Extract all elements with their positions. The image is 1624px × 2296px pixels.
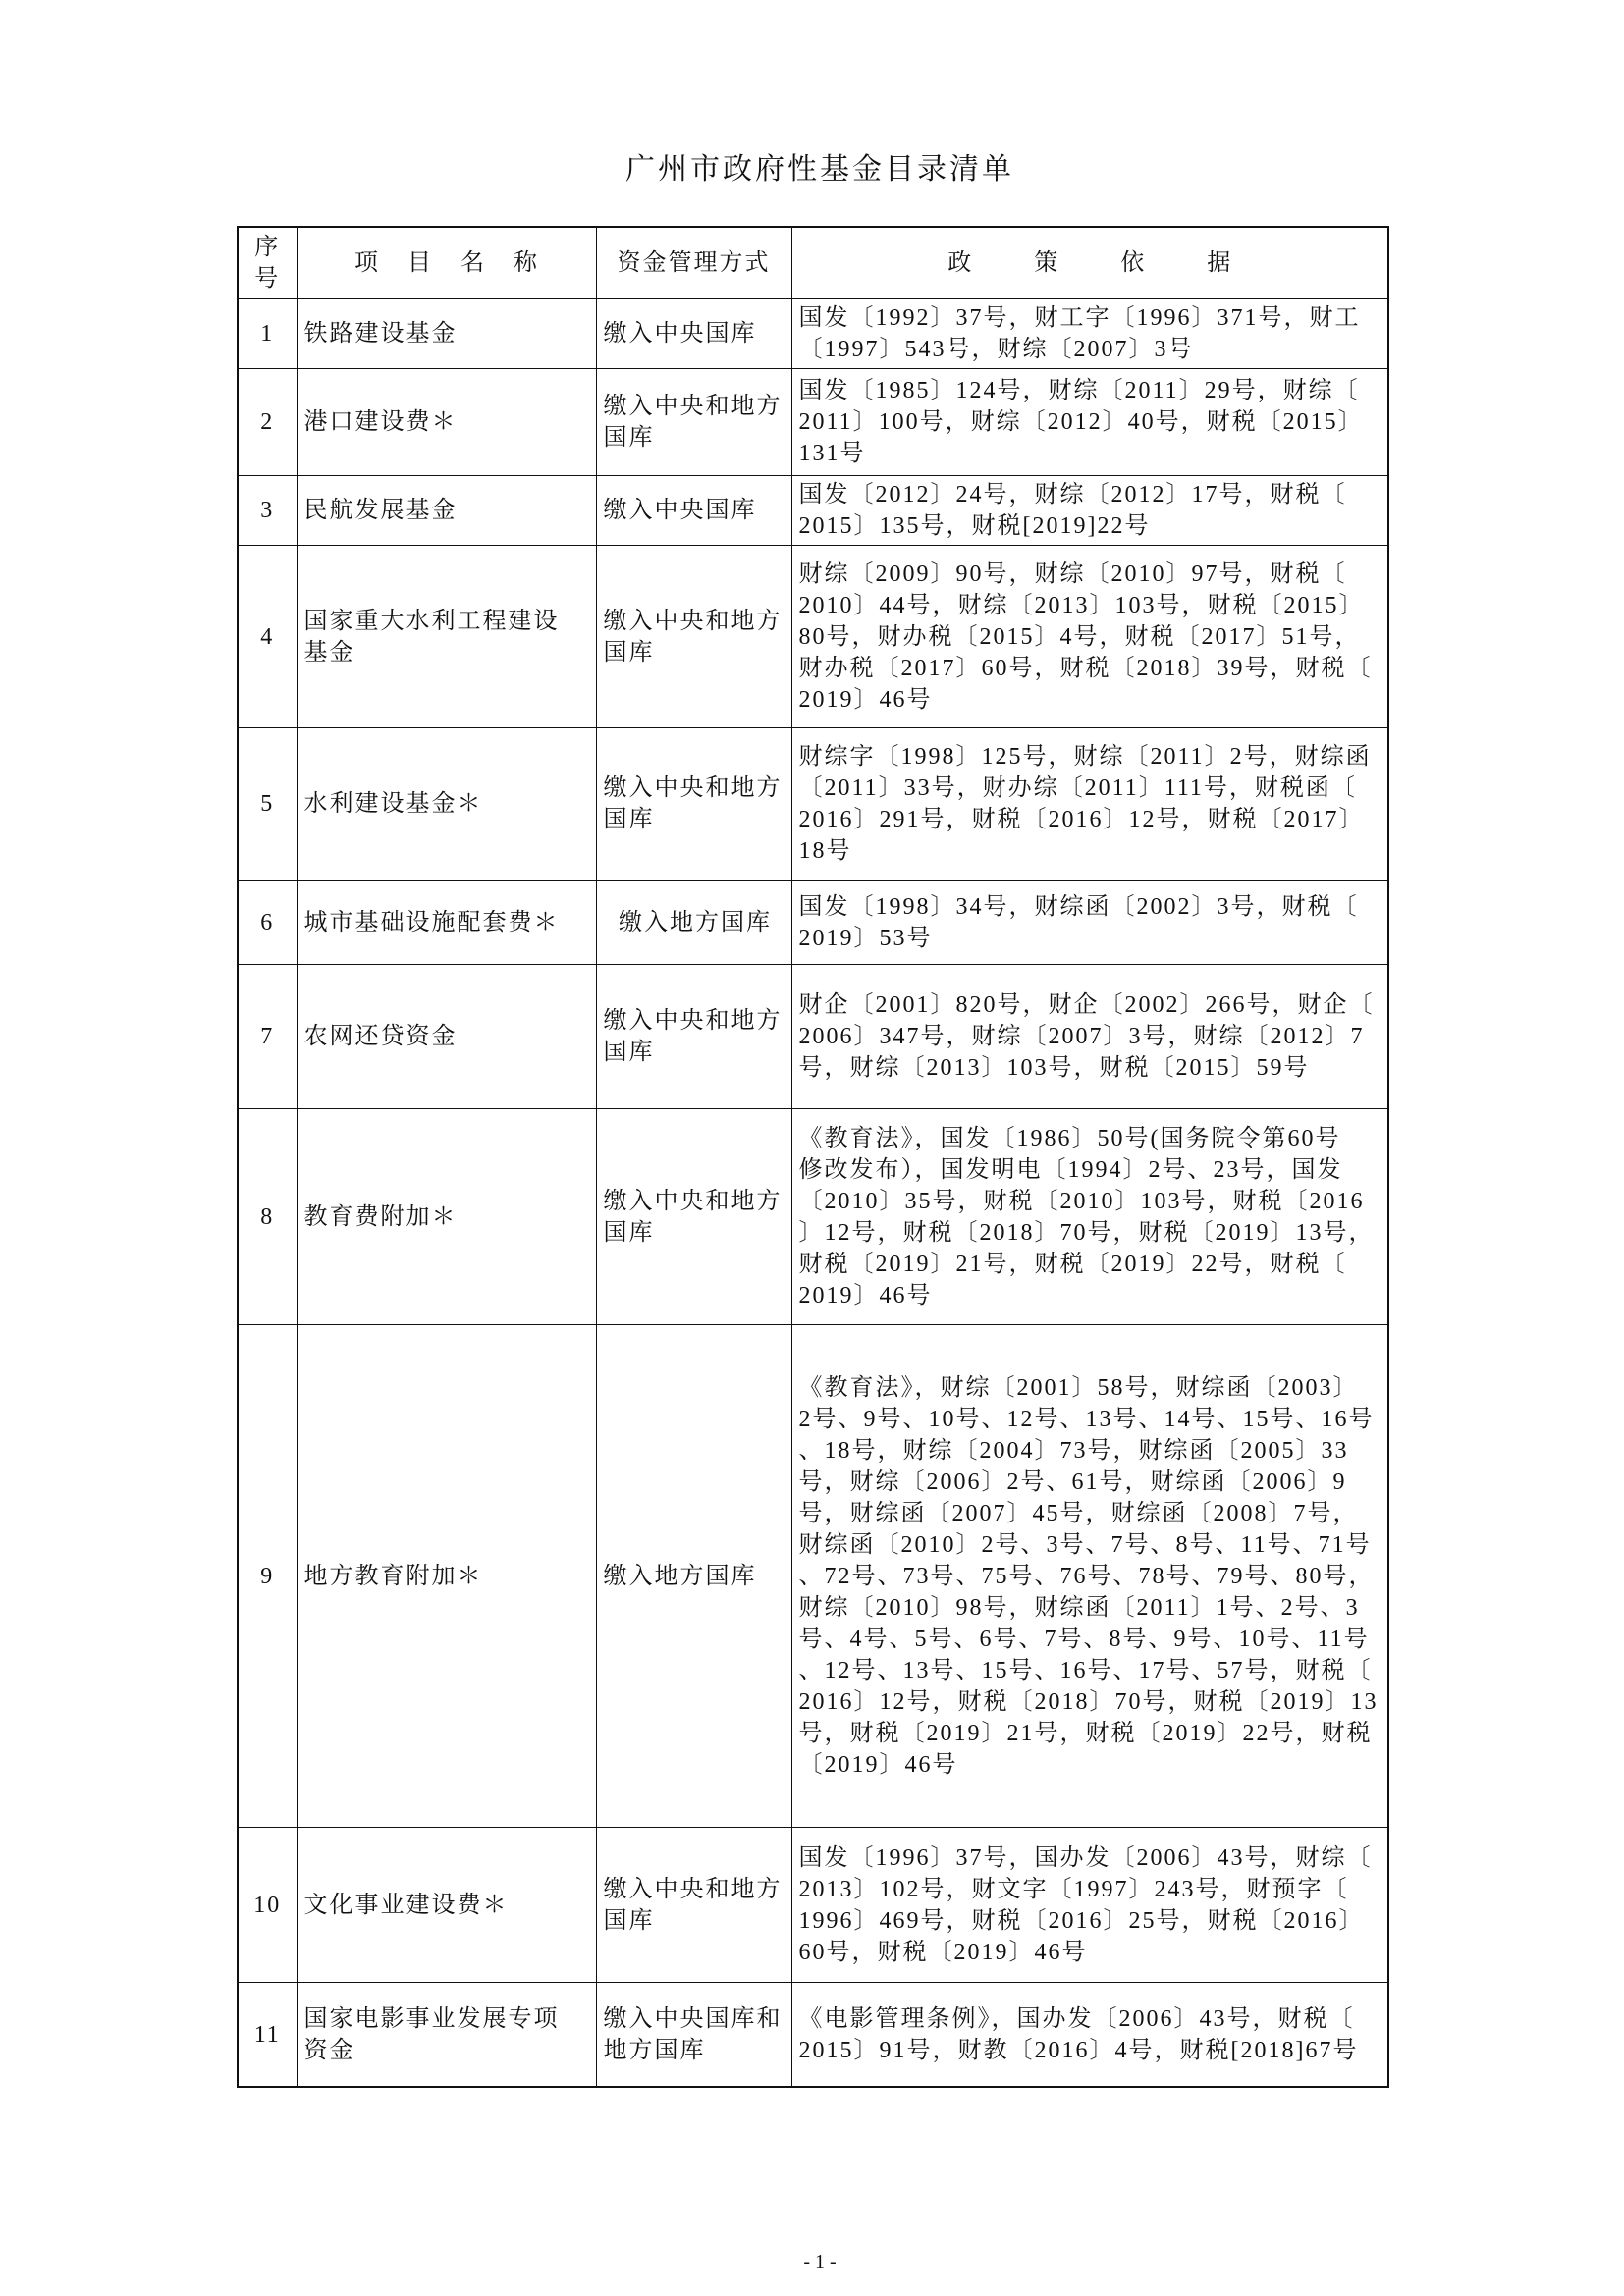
policy-basis-cell: 财企〔2001〕820号，财企〔2002〕266号，财企〔 2006〕347号，财综〔2007〕3号，财综〔2012〕7 号，财综〔2013〕103号，财税〔2015〕59号 xyxy=(791,965,1388,1109)
table-row xyxy=(238,1983,1388,2088)
table-row xyxy=(238,299,1388,369)
management-method-cell: 缴入中央和地方国库 xyxy=(596,546,791,728)
table-row xyxy=(238,476,1388,546)
policy-basis-cell: 《电影管理条例》，国办发〔2006〕43号，财税〔 2015〕91号，财教〔2016〕4号，财税[2018]67号 xyxy=(791,1983,1388,2088)
fund-name-cell: 地方教育附加＊ xyxy=(297,1325,596,1828)
fund-name-cell: 铁路建设基金 xyxy=(297,299,596,369)
table-row xyxy=(238,1325,1388,1828)
header-name: 项 目 名 称 xyxy=(297,227,596,299)
table-row xyxy=(238,546,1388,728)
fund-name-cell: 水利建设基金＊ xyxy=(297,728,596,881)
table-row xyxy=(238,1109,1388,1325)
fund-name-cell: 文化事业建设费＊ xyxy=(297,1828,596,1983)
management-method-cell: 缴入中央和地方国库 xyxy=(596,1109,791,1325)
row-number-cell: 1 xyxy=(238,299,297,369)
management-method-cell: 缴入中央国库 xyxy=(596,476,791,546)
fund-table-body xyxy=(238,299,1388,2088)
table-header xyxy=(238,227,1388,299)
row-number-cell: 8 xyxy=(238,1109,297,1325)
table-row xyxy=(238,881,1388,965)
management-method-cell: 缴入地方国库 xyxy=(596,881,791,965)
management-method-cell: 缴入中央国库和地方国库 xyxy=(596,1983,791,2088)
fund-name-cell: 教育费附加＊ xyxy=(297,1109,596,1325)
row-number-cell: 5 xyxy=(238,728,297,881)
page-title: 广州市政府性基金目录清单 xyxy=(625,153,1014,186)
fund-name-cell: 城市基础设施配套费＊ xyxy=(297,881,596,965)
row-number-cell: 10 xyxy=(238,1828,297,1983)
management-method-cell: 缴入地方国库 xyxy=(596,1325,791,1828)
fund-name-cell: 民航发展基金 xyxy=(297,476,596,546)
management-method-cell: 缴入中央和地方国库 xyxy=(596,728,791,881)
page-number: - 1 - xyxy=(803,2251,837,2272)
fund-catalog-table xyxy=(237,226,1389,2088)
policy-basis-cell: 财综〔2009〕90号，财综〔2010〕97号，财税〔 2010〕44号，财综〔2013〕103号，财税〔2015〕 80号，财办税〔2015〕4号，财税〔2017〕51号， 财办税〔2017〕60号，财税〔2018〕39号，财税〔 2019〕46号 xyxy=(791,546,1388,728)
fund-name-cell: 国家重大水利工程建设基金 xyxy=(297,546,596,728)
policy-basis-cell: 国发〔2012〕24号，财综〔2012〕17号，财税〔 2015〕135号，财税[2019]22号 xyxy=(791,476,1388,546)
table-row xyxy=(238,965,1388,1109)
policy-basis-cell: 《教育法》，国发〔1986〕50号(国务院令第60号 修改发布），国发明电〔1994〕2号、23号，国发 〔2010〕35号，财税〔2010〕103号，财税〔2016 〕12号，财税〔2018〕70号，财税〔2019〕13号， 财税〔2019〕21号，财税〔2019〕22号，财税〔 2019〕46号 xyxy=(791,1109,1388,1325)
table-row xyxy=(238,369,1388,476)
header-method: 资金管理方式 xyxy=(596,227,791,299)
table-row xyxy=(238,728,1388,881)
row-number-cell: 11 xyxy=(238,1983,297,2088)
management-method-cell: 缴入中央和地方国库 xyxy=(596,369,791,476)
policy-basis-cell: 国发〔1985〕124号，财综〔2011〕29号，财综〔 2011〕100号，财综〔2012〕40号，财税〔2015〕 131号 xyxy=(791,369,1388,476)
management-method-cell: 缴入中央和地方国库 xyxy=(596,965,791,1109)
policy-basis-cell: 国发〔1996〕37号，国办发〔2006〕43号，财综〔 2013〕102号，财文字〔1997〕243号，财预字〔 1996〕469号，财税〔2016〕25号，财税〔2016〕 60号，财税〔2019〕46号 xyxy=(791,1828,1388,1983)
policy-basis-cell: 《教育法》，财综〔2001〕58号，财综函〔2003〕 2号、9号、10号、12号、13号、14号、15号、16号 、18号，财综〔2004〕73号，财综函〔2005〕33 号，财综〔2006〕2号、61号，财综函〔2006〕9 号，财综函〔2007〕45号，财综函〔2008〕7号， 财综函〔2010〕2号、3号、7号、8号、11号、71号 、72号、73号、75号、76号、78号、79号、80号， 财综〔2010〕98号，财综函〔2011〕1号、2号、3 号、4号、5号、6号、7号、8号、9号、10号、11号 、12号、13号、15号、16号、17号、57号，财税〔 2016〕12号，财税〔2018〕70号，财税〔2019〕13 号，财税〔2019〕21号，财税〔2019〕22号，财税 〔2019〕46号 xyxy=(791,1325,1388,1828)
policy-basis-cell: 国发〔1992〕37号，财工字〔1996〕371号，财工 〔1997〕543号，财综〔2007〕3号 xyxy=(791,299,1388,369)
fund-name-cell: 农网还贷资金 xyxy=(297,965,596,1109)
row-number-cell: 6 xyxy=(238,881,297,965)
header-basis: 政 策 依 据 xyxy=(791,227,1388,299)
row-number-cell: 4 xyxy=(238,546,297,728)
management-method-cell: 缴入中央和地方国库 xyxy=(596,1828,791,1983)
header-no: 序号 xyxy=(238,227,297,299)
policy-basis-cell: 国发〔1998〕34号，财综函〔2002〕3号，财税〔 2019〕53号 xyxy=(791,881,1388,965)
table-row xyxy=(238,1828,1388,1983)
policy-basis-cell: 财综字〔1998〕125号，财综〔2011〕2号，财综函 〔2011〕33号，财办综〔2011〕111号，财税函〔 2016〕291号，财税〔2016〕12号，财税〔2017〕 18号 xyxy=(791,728,1388,881)
row-number-cell: 3 xyxy=(238,476,297,546)
row-number-cell: 7 xyxy=(238,965,297,1109)
header-row xyxy=(238,227,1388,299)
fund-name-cell: 港口建设费＊ xyxy=(297,369,596,476)
management-method-cell: 缴入中央国库 xyxy=(596,299,791,369)
row-number-cell: 9 xyxy=(238,1325,297,1828)
fund-name-cell: 国家电影事业发展专项资金 xyxy=(297,1983,596,2088)
row-number-cell: 2 xyxy=(238,369,297,476)
